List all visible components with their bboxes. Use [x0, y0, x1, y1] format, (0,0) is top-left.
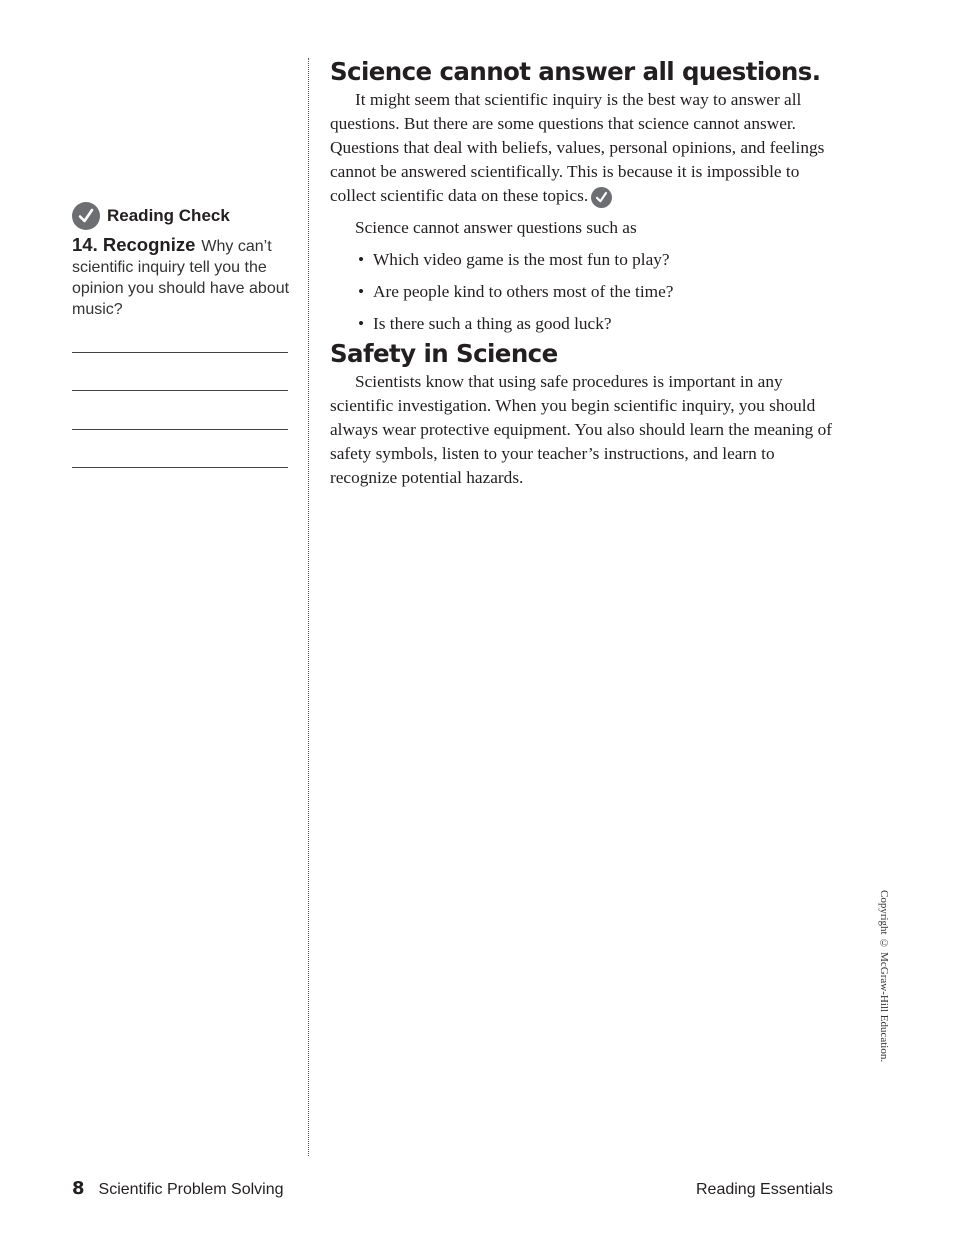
page-number: 8: [72, 1178, 85, 1199]
paragraph-text: It might seem that scientific inquiry is the best way to answer all questions. But there are some questions that science cannot answer. Questions that deal with beliefs, values, personal opinions, and feelings cannot be answered scientifically. This is because it is impossible to collect scientific data on these topics.: [330, 90, 825, 205]
book-title: Reading Essentials: [696, 1181, 833, 1198]
chapter-title: Scientific Problem Solving: [98, 1181, 284, 1198]
checkmark-icon: [72, 202, 100, 230]
answer-line-3[interactable]: [72, 429, 288, 430]
answer-line-1[interactable]: [72, 352, 288, 353]
copyright-notice: Copyright © McGraw-Hill Education.: [878, 890, 890, 1063]
heading-science-cannot-answer: Science cannot answer all questions.: [330, 57, 821, 86]
checkmark-icon: [591, 187, 612, 208]
footer-left: [72, 1178, 284, 1199]
question-number: 14. Recognize: [72, 234, 196, 255]
answer-line-4[interactable]: [72, 467, 288, 468]
question-list: [330, 248, 840, 336]
list-lead: Science cannot answer questions such as: [355, 218, 637, 237]
paragraph-safety: Scientists know that using safe procedures is important in any scientific investigation. When you begin scientific inquiry, you should always wear protective equipment. You also should learn the meaning of safety symbols, listen to your teacher’s instructions, and learn to recognize potential hazards.: [330, 372, 832, 487]
paragraph-science-limits: [330, 88, 840, 208]
column-divider: [308, 58, 309, 1156]
main-content: [330, 56, 840, 490]
reading-check-title: Reading Check: [107, 206, 230, 225]
question-text: Why can’t scientific inquiry tell you the opinion you should have about music?: [72, 238, 290, 318]
answer-line-2[interactable]: [72, 390, 288, 391]
reading-check-header: [72, 200, 290, 232]
reading-check-sidebar: [72, 200, 290, 320]
question-14: [72, 234, 290, 320]
heading-safety-in-science: Safety in Science: [330, 339, 558, 368]
list-item: • Is there such a thing as good luck?: [358, 312, 840, 336]
list-item: • Are people kind to others most of the time?: [358, 280, 840, 304]
list-item: • Which video game is the most fun to play?: [358, 248, 840, 272]
